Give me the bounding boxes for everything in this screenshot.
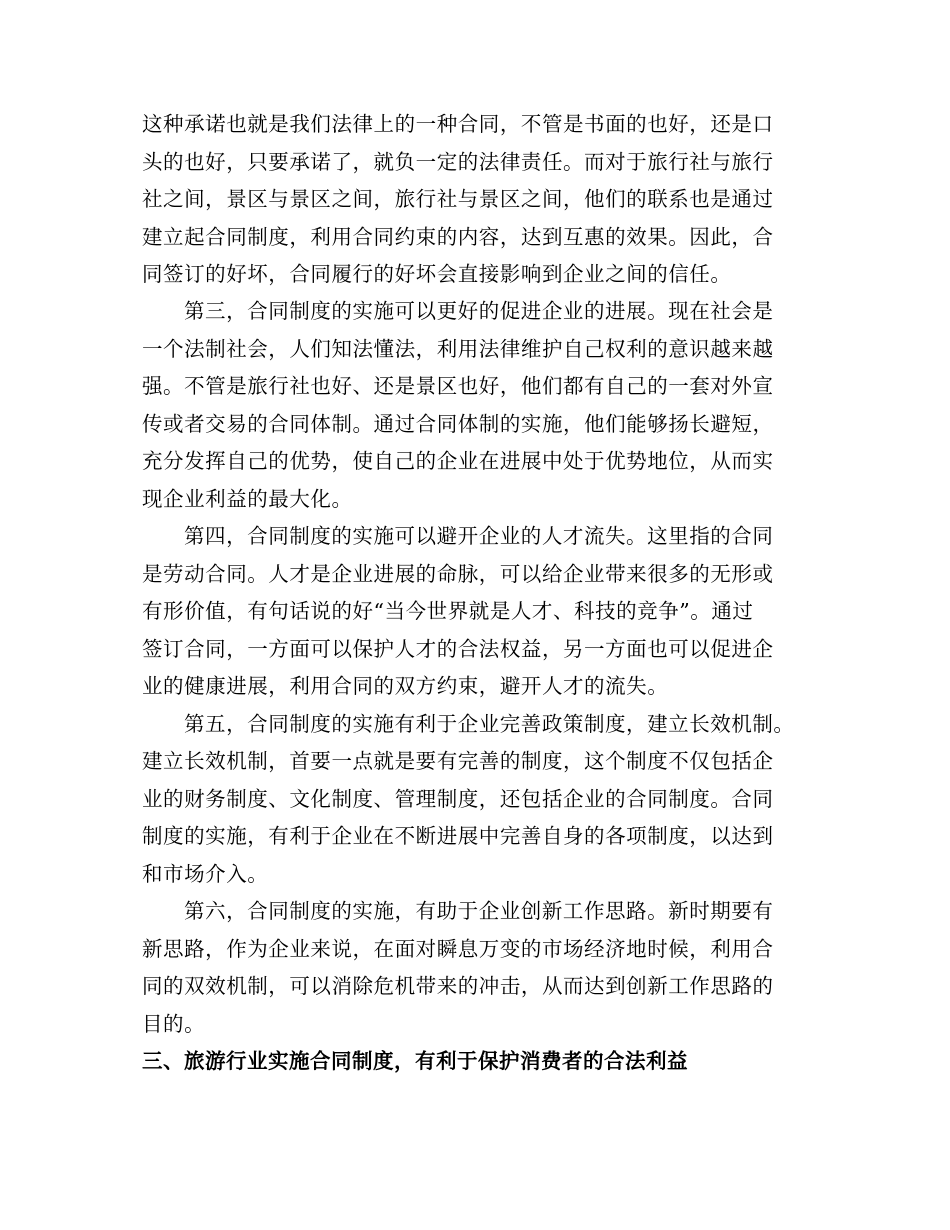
text-line: 现企业利益的最大化。 [142, 487, 353, 511]
text-line: 是劳动合同。人才是企业进展的命脉，可以给企业带来很多的无形或 [142, 562, 774, 586]
text-line: 同的双效机制，可以消除危机带来的冲击，从而达到创新工作思路的 [142, 974, 774, 998]
text-line: 强。不管是旅行社也好、还是景区也好，他们都有自己的一套对外宣 [142, 374, 774, 398]
paragraph-first-line: 第五，合同制度的实施有利于企业完善政策制度，建立长效机制。 [184, 712, 795, 736]
text-line: 新思路，作为企业来说，在面对瞬息万变的市场经济地时候，利用合 [142, 937, 774, 961]
text-line: 一个法制社会，人们知法懂法，利用法律维护自己权利的意识越来越 [142, 337, 774, 361]
text-line: 社之间，景区与景区之间，旅行社与景区之间，他们的联系也是通过 [142, 187, 774, 211]
text-line: 目的。 [142, 1012, 206, 1036]
text-line: 头的也好，只要承诺了，就负一定的法律责任。而对于旅行社与旅行 [142, 150, 774, 174]
text-line: 业的健康进展，利用合同的双方约束，避开人才的流失。 [142, 674, 669, 698]
text-line: 这种承诺也就是我们法律上的一种合同，不管是书面的也好，还是口 [142, 112, 774, 136]
text-line: 建立长效机制，首要一点就是要有完善的制度，这个制度不仅包括企 [142, 749, 774, 773]
text-line: 同签订的好坏，合同履行的好坏会直接影响到企业之间的信任。 [142, 262, 732, 286]
text-line: 有形价值，有句话说的好“当今世界就是人才、科技的竞争”。通过 [142, 599, 754, 623]
text-line: 充分发挥自己的优势，使自己的企业在进展中处于优势地位，从而实 [142, 449, 774, 473]
text-line: 制度的实施，有利于企业在不断进展中完善自身的各项制度，以达到 [142, 824, 774, 848]
text-line: 传或者交易的合同体制。通过合同体制的实施，他们能够扬长避短， [142, 412, 774, 436]
paragraph-first-line: 第六，合同制度的实施，有助于企业创新工作思路。新时期要有 [184, 899, 774, 923]
text-line: 建立起合同制度，利用合同约束的内容，达到互惠的效果。因此，合 [142, 225, 774, 249]
text-line: 和市场介入。 [142, 862, 269, 886]
text-line: 业的财务制度、文化制度、管理制度，还包括企业的合同制度。合同 [142, 787, 774, 811]
paragraph-first-line: 第四，合同制度的实施可以避开企业的人才流失。这里指的合同 [184, 524, 774, 548]
section-heading: 三、旅游行业实施合同制度，有利于保护消费者的合法利益 [142, 1049, 688, 1073]
text-line: 签订合同，一方面可以保护人才的合法权益，另一方面也可以促进企 [142, 637, 774, 661]
paragraph-first-line: 第三，合同制度的实施可以更好的促进企业的进展。现在社会是 [184, 299, 774, 323]
